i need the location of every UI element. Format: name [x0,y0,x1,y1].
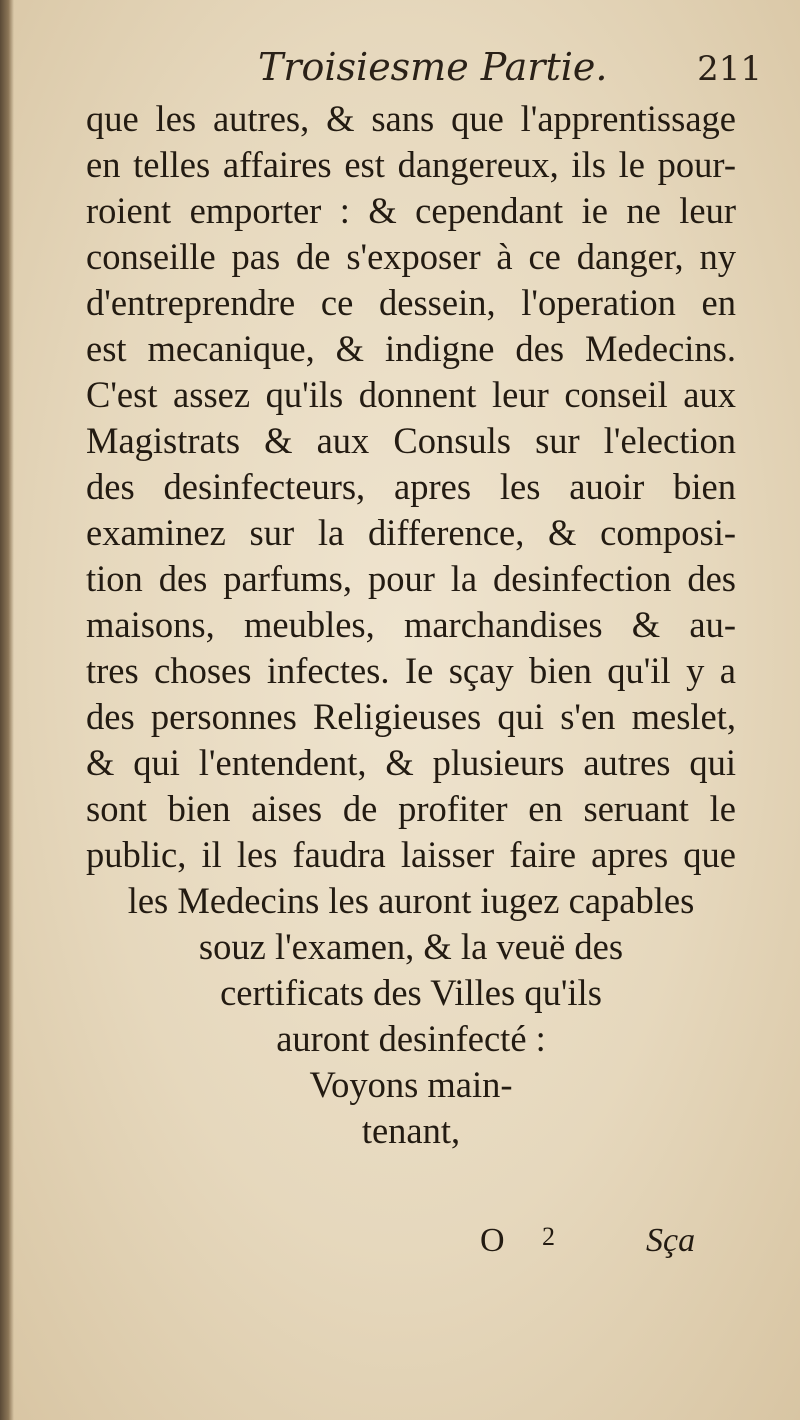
text-line: des desinfecteurs, apres les auoir bien [86,466,736,507]
text-line: public, il les faudra laisser faire apres que [86,834,736,875]
text-line: que les autres, & sans que l'apprentissage [86,98,736,139]
book-spine-shadow [0,0,14,1420]
text-line: C'est assez qu'ils donnent leur conseil aux [86,374,736,415]
text-line: roient emporter : & cependant ie ne leur [86,190,736,231]
text-line: & qui l'entendent, & plusieurs autres qui [86,742,736,783]
text-line: des personnes Religieuses qui s'en meslet, [86,696,736,737]
signature-mark: O [480,1222,505,1259]
text-line: est mecanique, & indigne des Medecins. [86,328,736,369]
text-line: souz l'examen, & la veuë des [198,926,624,967]
text-line: d'entreprendre ce dessein, l'operation en [86,282,736,323]
body-text [86,96,736,1154]
text-line: conseille pas de s'exposer à ce danger, ny [86,236,736,277]
text-line: en telles affaires est dangereux, ils le pour- [86,144,736,185]
text-line: tres choses infectes. Ie sçay bien qu'il y a [86,650,736,691]
text-line: tion des parfums, pour la desinfection des [86,558,736,599]
text-line: Voyons main- [309,1064,513,1105]
text-line: Magistrats & aux Consuls sur l'election [86,420,736,461]
page-number: 211 [697,49,762,89]
running-head [0,45,800,95]
text-line: certificats des Villes qu'ils [220,972,602,1013]
text-line: les Medecins les auront iugez capables [127,880,695,921]
text-line: maisons, meubles, marchandises & au- [86,604,736,645]
signature-number: 2 [542,1222,555,1251]
text-line: sont bien aises de profiter en seruant le [86,788,736,829]
running-head-title: Troisiesme Partie. [258,45,608,89]
signature-line [480,1222,720,1272]
text-line: examinez sur la difference, & composi- [86,512,736,553]
text-line: auront desinfecté : [276,1018,546,1059]
catchword: Sça [646,1222,696,1259]
text-line: tenant, [361,1110,461,1151]
